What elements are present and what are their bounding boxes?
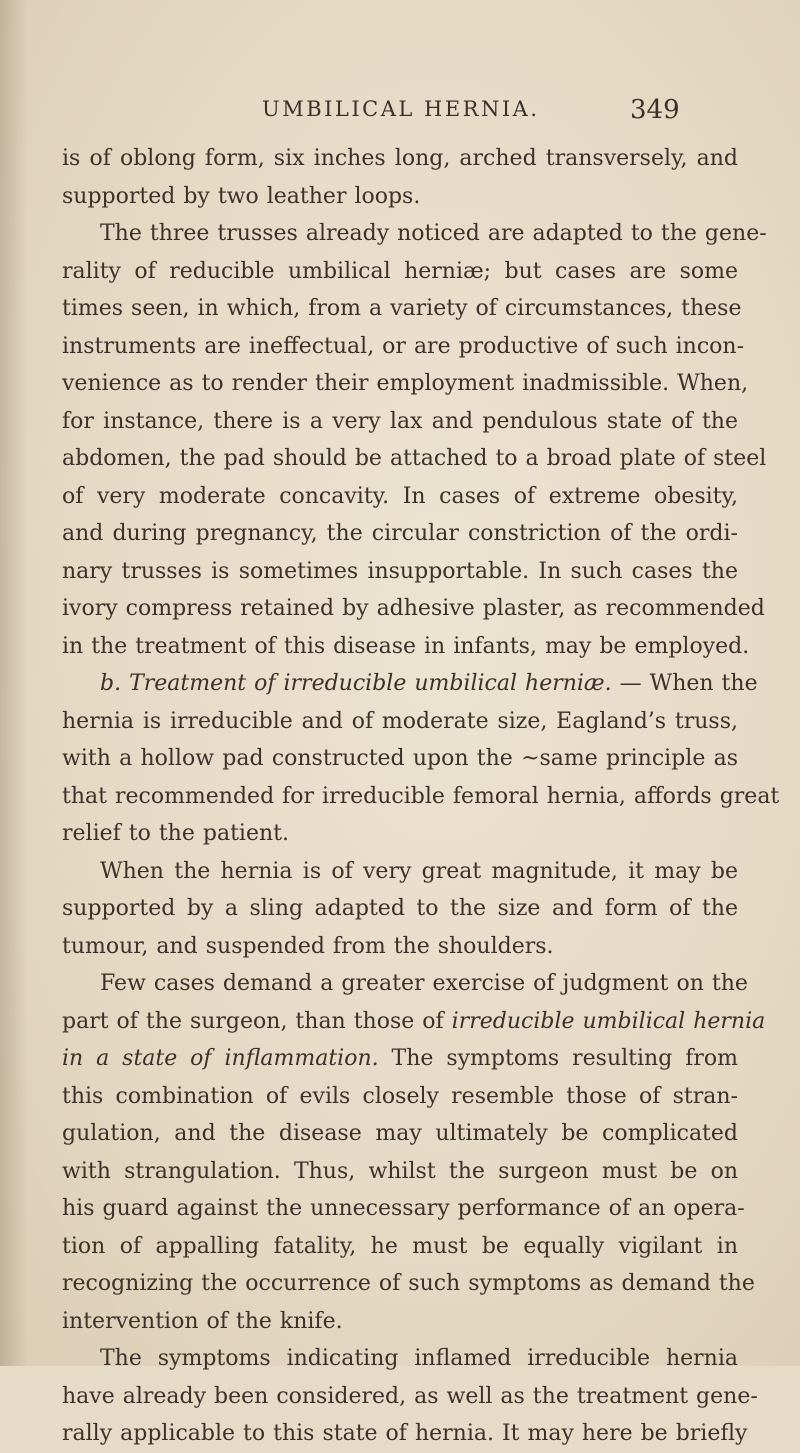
line-text: abdomen, the pad should be attached to a broad plate of steel (62, 446, 767, 471)
line-text: with strangulation. Thus, whilst the surgeon must be on (62, 1158, 738, 1184)
line-text: supported by two leather loops. (62, 183, 421, 209)
text-line (62, 1303, 738, 1341)
text-line (62, 478, 738, 516)
line-text: part of the surgeon, than those of (62, 1008, 452, 1034)
text-line (62, 440, 767, 478)
text-line (62, 365, 749, 403)
line-text: rally applicable to this state of hernia. It may here be briefly (62, 1421, 748, 1446)
text-line (62, 1115, 738, 1153)
line-text: gulation, and the disease may ultimately be complicated (62, 1121, 738, 1146)
line-text: and during pregnancy, the circular constriction of the ordi- (62, 521, 738, 546)
line-text: recognizing the occurrence of such symptoms as demand the (62, 1271, 755, 1296)
line-text: hernia is irreducible and of moderate size, Eagland’s truss, (62, 708, 738, 734)
text-line (62, 1415, 748, 1453)
text-line (62, 253, 738, 291)
line-text: his guard against the unnecessary performance of an opera- (62, 1196, 745, 1221)
line-text: tion of appalling fatality, he must be equally vigilant in (62, 1233, 738, 1259)
line-text: instruments are ineffectual, or are productive of such incon- (62, 333, 745, 359)
text-line (62, 1190, 745, 1228)
line-text: for instance, there is a very lax and pendulous state of the (62, 408, 738, 434)
line-text: tumour, and suspended from the shoulders. (62, 933, 554, 959)
text-line (62, 1228, 738, 1266)
text-line (62, 665, 758, 703)
text-line (62, 1378, 758, 1416)
text-line (62, 1078, 738, 1116)
italic-text: b. Treatment of irreducible umbilical herniæ. (100, 671, 612, 696)
line-text: have already been considered, as well as the treatment gene- (62, 1383, 758, 1409)
text-line (62, 628, 750, 666)
page-number: 349 (630, 95, 680, 125)
text-line (62, 290, 742, 328)
line-text: Few cases demand a greater exercise of judgment on the (100, 971, 748, 996)
page-header (0, 97, 800, 137)
line-text: — When the (611, 671, 758, 696)
line-text: relief to the patient. (62, 821, 289, 846)
line-text: nary trusses is sometimes insupportable. In such cases the (62, 558, 738, 584)
line-text: rality of reducible umbilical herniæ; but cases are some (62, 258, 738, 284)
line-text: The symptoms resulting from (378, 1046, 738, 1071)
line-text: The symptoms indicating inflamed irreducible hernia (100, 1346, 738, 1371)
body-text (62, 140, 780, 1453)
italic-text: in a state of inflammation. (62, 1046, 379, 1071)
line-text: supported by a sling adapted to the size and form of the (62, 896, 738, 921)
text-line (62, 215, 767, 253)
text-line (62, 590, 765, 628)
text-line (62, 965, 748, 1003)
text-line (62, 553, 738, 591)
spine-shadow (0, 0, 28, 1366)
line-text: The three trusses already noticed are adapted to the gene- (100, 221, 767, 246)
line-text: that recommended for irreducible femoral hernia, affords great (62, 783, 780, 809)
line-text: in the treatment of this disease in infants, may be employed. (62, 633, 750, 659)
text-line (62, 740, 738, 778)
text-line (62, 815, 738, 853)
line-text: this combination of evils closely resemble those of stran- (62, 1083, 738, 1109)
text-line (62, 778, 780, 816)
text-line (62, 403, 738, 441)
text-line (62, 140, 738, 178)
line-text: of very moderate concavity. In cases of extreme obesity, (62, 483, 738, 509)
text-line (62, 853, 738, 891)
text-line (62, 1265, 755, 1303)
line-text: with a hollow pad constructed upon the ~same principle as (62, 746, 738, 771)
text-line (62, 1153, 738, 1191)
text-line (62, 1040, 738, 1078)
text-line (62, 703, 738, 741)
line-text: When the hernia is of very great magnitude, it may be (100, 858, 738, 884)
text-line (62, 1003, 766, 1041)
text-line (62, 328, 745, 366)
line-text: times seen, in which, from a variety of circumstances, these (62, 296, 742, 321)
text-line (62, 515, 738, 553)
line-text: venience as to render their employment inadmissible. When, (62, 371, 749, 396)
text-line (62, 928, 738, 966)
line-text: is of oblong form, six inches long, arched transversely, and (62, 146, 738, 171)
line-text: ivory compress retained by adhesive plaster, as recommended (62, 596, 765, 621)
running-head: UMBILICAL HERNIA. (262, 97, 540, 121)
text-line (62, 1340, 738, 1378)
text-line (62, 890, 738, 928)
text-line (62, 178, 738, 216)
italic-text: irreducible umbilical hernia (451, 1008, 766, 1034)
line-text: intervention of the knife. (62, 1308, 343, 1334)
